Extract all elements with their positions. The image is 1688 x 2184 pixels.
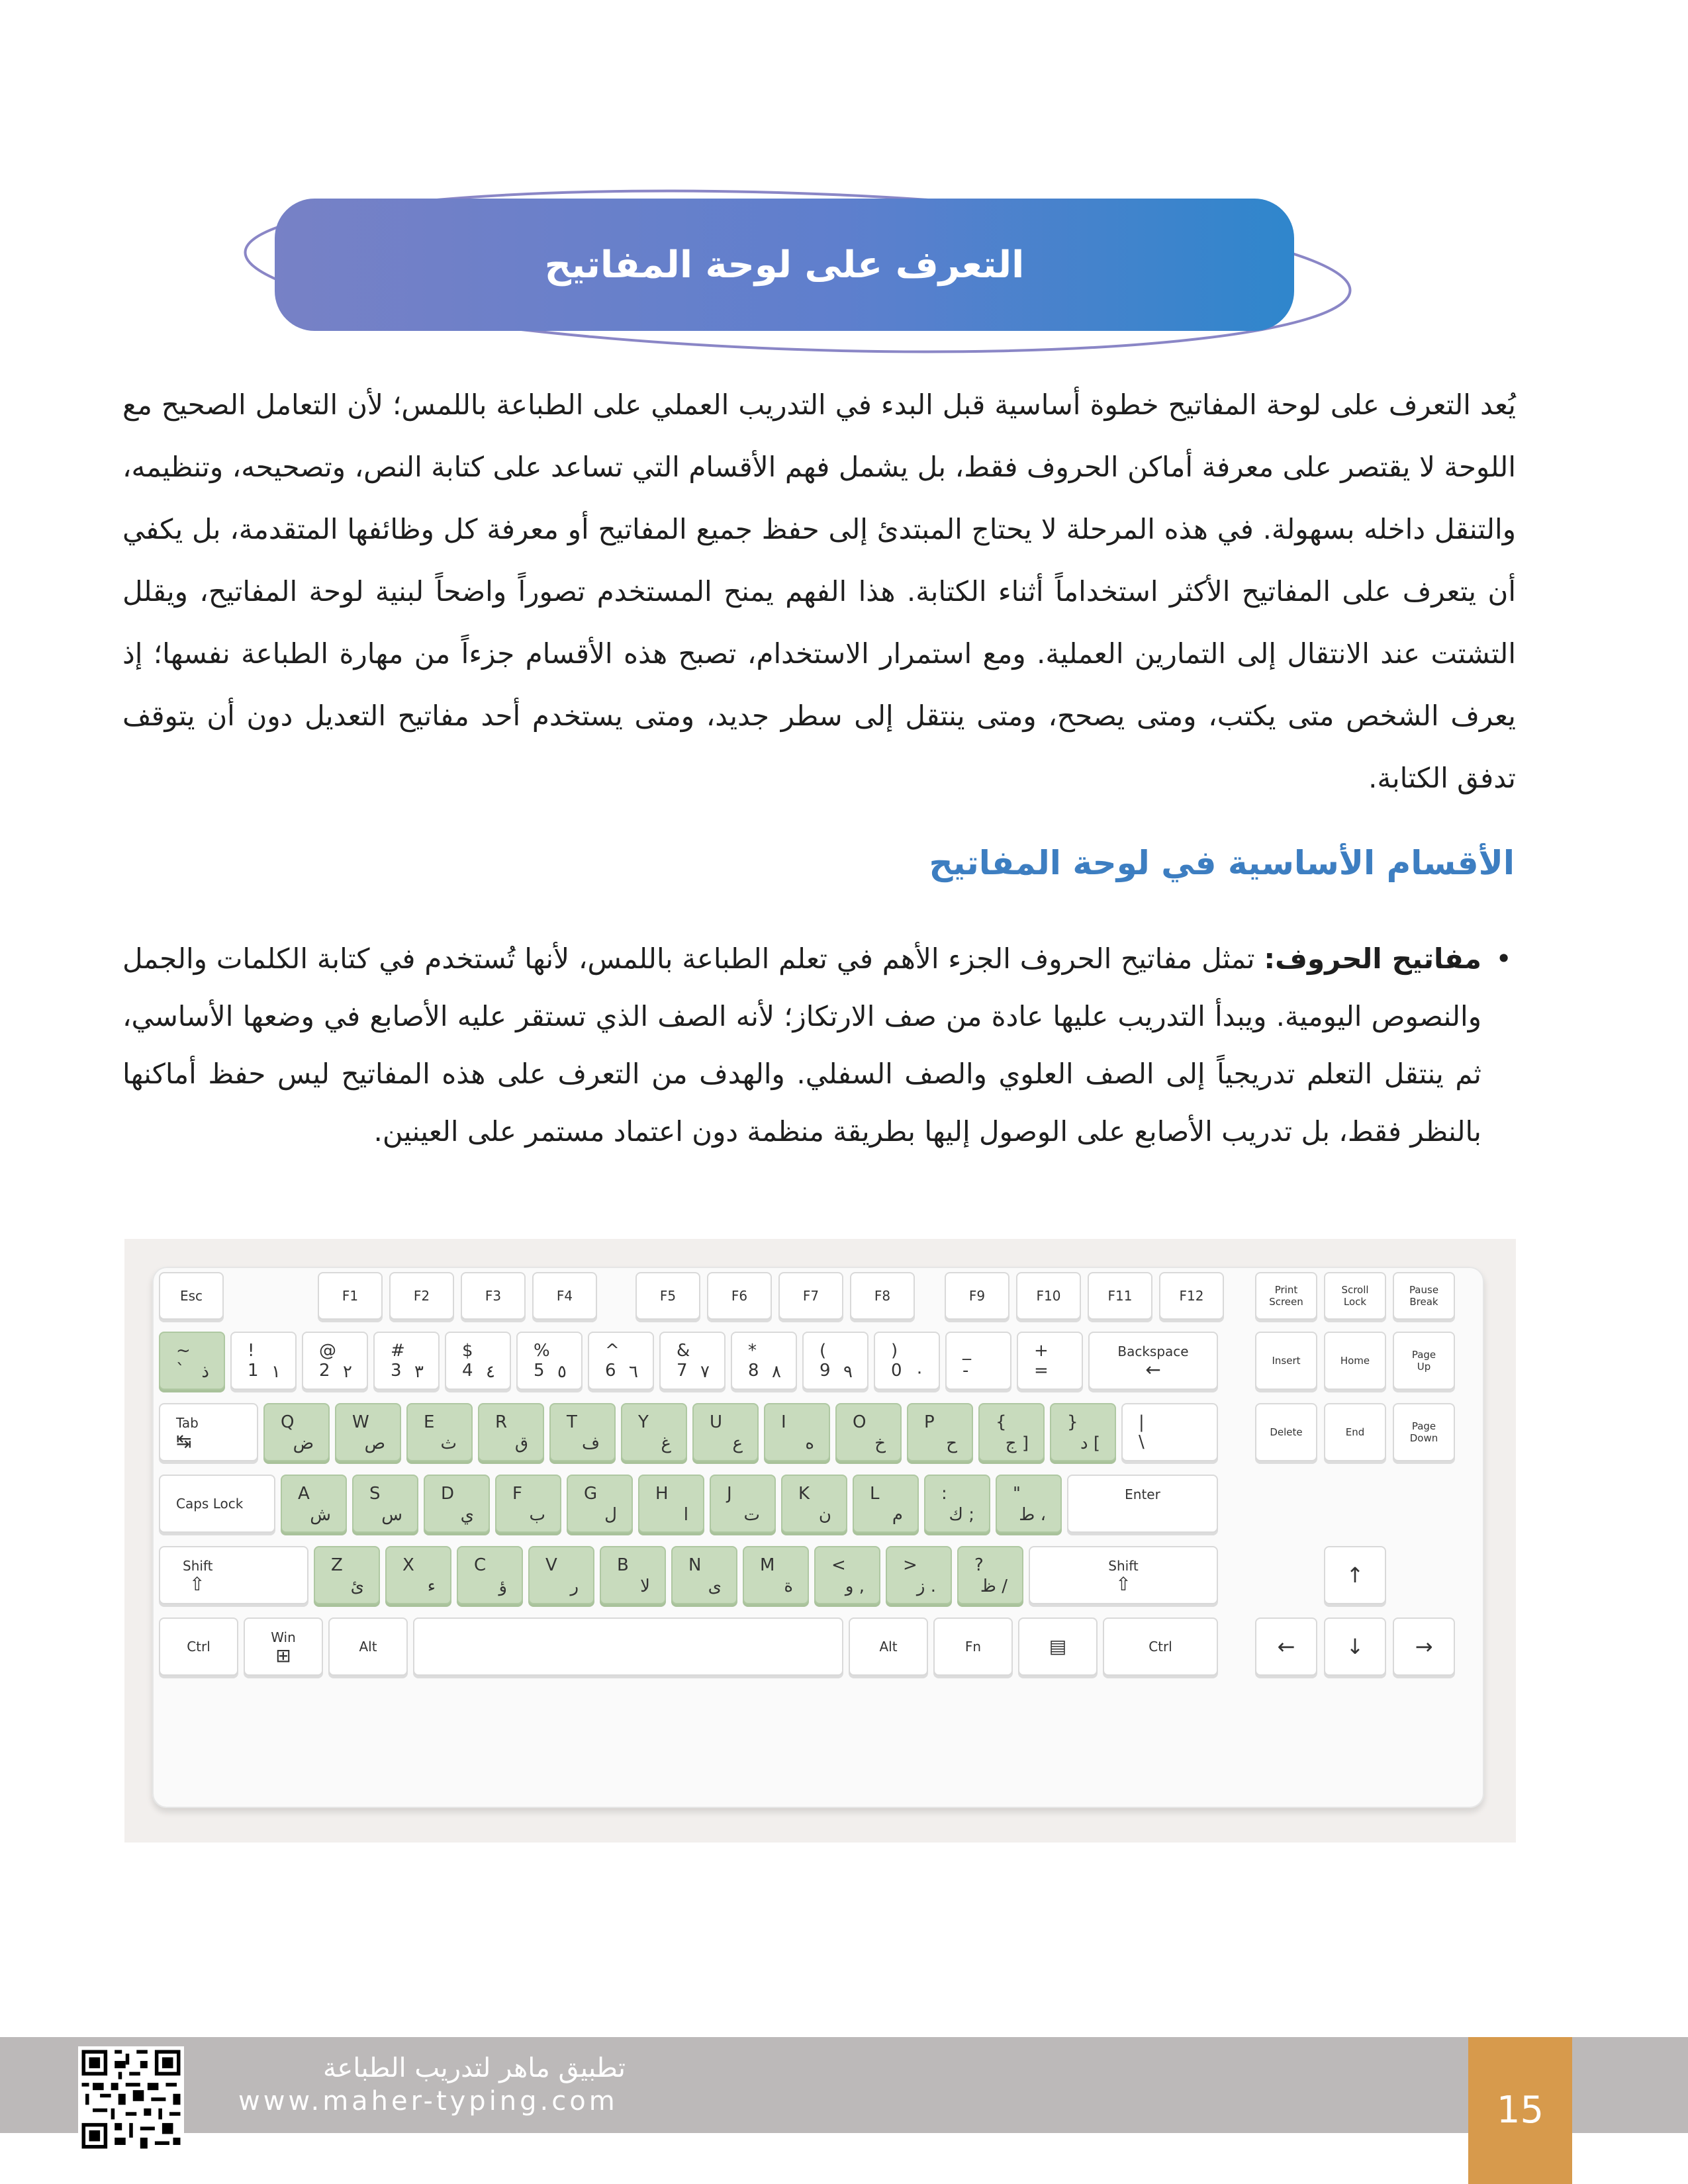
key-nav — [1393, 1332, 1455, 1390]
key-spacebar — [413, 1617, 843, 1676]
key-label: Print Screen — [1269, 1284, 1303, 1308]
key-win — [244, 1617, 323, 1676]
key-number — [159, 1332, 225, 1390]
shift-icon: ⇧ — [1115, 1573, 1131, 1595]
key-label: Fn — [964, 1639, 982, 1655]
key-latin-char: R — [495, 1412, 508, 1432]
key-f9 — [945, 1272, 1009, 1320]
footer-url: www.maher-typing.com — [238, 2086, 618, 2116]
key-letter — [528, 1546, 594, 1604]
key-ctrl-right — [1103, 1617, 1218, 1676]
bullet-list — [122, 930, 1516, 1160]
key-arabic-char: ؤ — [498, 1576, 507, 1596]
key-label: F1 — [342, 1288, 359, 1304]
key-arabic-char: ي — [460, 1505, 474, 1525]
key-number — [731, 1332, 797, 1390]
key-arabic-char: ع — [732, 1433, 743, 1453]
key-latin-char: 3 — [391, 1361, 402, 1381]
key-letter — [457, 1546, 523, 1604]
key-latin-char: Q — [281, 1412, 295, 1432]
key-letter — [567, 1475, 633, 1533]
key-letter — [263, 1403, 330, 1461]
key-shift-char: + — [1034, 1341, 1049, 1361]
key-arabic-char: ش — [310, 1505, 331, 1525]
title-pill — [275, 199, 1294, 331]
key-latin-char: 0 — [891, 1361, 902, 1381]
key-latin-char: A — [298, 1484, 310, 1504]
key-label: Page Up — [1411, 1349, 1436, 1373]
key-letter — [671, 1546, 737, 1604]
key-letter — [621, 1403, 687, 1461]
key-latin-char: 7 — [677, 1361, 688, 1381]
tab-icon: ↹ — [176, 1430, 192, 1452]
key-system — [1255, 1272, 1317, 1320]
key-system — [1324, 1272, 1386, 1320]
key-letter — [495, 1475, 561, 1533]
key-arabic-char: ه — [805, 1433, 814, 1453]
key-label: Esc — [179, 1288, 203, 1304]
key-arrow-right — [1393, 1617, 1455, 1676]
key-arabic-char: ز . — [916, 1576, 936, 1596]
key-label: Insert — [1272, 1355, 1301, 1367]
key-letter — [814, 1546, 880, 1604]
key-backspace — [1088, 1332, 1218, 1390]
backspace-arrow-icon: ← — [1145, 1359, 1161, 1381]
keyboard-illustration — [124, 1239, 1516, 1843]
key-number — [516, 1332, 583, 1390]
key-latin-char: { — [996, 1412, 1007, 1432]
key-latin-char: B — [617, 1555, 629, 1575]
key-tab — [159, 1403, 258, 1461]
key-letter — [743, 1546, 809, 1604]
key-number — [659, 1332, 726, 1390]
key-label: Home — [1340, 1355, 1370, 1367]
key-letter — [352, 1475, 418, 1533]
key-shift-char: ! — [248, 1341, 255, 1361]
key-arabic-char: ق — [514, 1433, 528, 1453]
key-arabic-char: س — [381, 1505, 402, 1525]
key-latin-char: < — [831, 1555, 846, 1575]
key-f4 — [532, 1272, 597, 1320]
key-latin-char: F — [512, 1484, 522, 1504]
key-caps-lock — [159, 1475, 275, 1533]
key-latin-char: D — [441, 1484, 455, 1504]
key-shift-char: % — [534, 1341, 550, 1361]
bullet-text: تمثل مفاتيح الحروف الجزء الأهم في تعلم الطباعة باللمس، لأنها تُستخدم في كتابة الكلمات والجمل والنصوص اليومية. ويبدأ التدريب عليها عادة من صف الارتكاز؛ لأنه الصف الذي تستقر عليه الأصابع في وضعها الأساسي، ثم ينتقل التعلم تدريجياً إلى الصف العلوي والصف السفلي. والهدف من التعرف على هذه المفاتيح ليس حفظ أماكنها بالنظر فقط، بل تدريب الأصابع على الوصول إليها بطريقة منظمة دون اعتماد مستمر على العينين. — [122, 942, 1481, 1148]
key-arabic-char: ط ، — [1019, 1505, 1046, 1525]
key-shift-char: | — [1139, 1412, 1145, 1432]
key-f3 — [461, 1272, 526, 1320]
key-f2 — [389, 1272, 454, 1320]
key-label: Alt — [879, 1639, 898, 1655]
key-label: Enter — [1125, 1486, 1160, 1502]
key-arabic-char: ١ — [271, 1362, 281, 1382]
key-f12 — [1159, 1272, 1224, 1320]
key-latin-char: 9 — [820, 1361, 831, 1381]
key-label: F12 — [1179, 1288, 1204, 1304]
key-arabic-char: ا — [683, 1505, 688, 1525]
key-arabic-char: ظ / — [980, 1576, 1008, 1596]
key-latin-char: M — [760, 1555, 775, 1575]
key-letter — [692, 1403, 759, 1461]
keyboard-body — [152, 1267, 1484, 1808]
list-item — [122, 930, 1516, 1160]
key-latin-char: 6 — [605, 1361, 616, 1381]
qr-code-icon — [78, 2046, 184, 2152]
key-shift-char: * — [748, 1341, 757, 1361]
key-latin-char: : — [941, 1484, 947, 1504]
key-latin-char: K — [798, 1484, 810, 1504]
key-f11 — [1088, 1272, 1152, 1320]
key-label: Ctrl — [187, 1639, 211, 1655]
key-shift-char: ~ — [176, 1341, 191, 1361]
key-shift-char: & — [677, 1341, 690, 1361]
page-number: 15 — [1496, 2089, 1544, 2132]
key-latin-char: T — [567, 1412, 577, 1432]
arrow-left-icon: ← — [1277, 1634, 1295, 1659]
key-latin-char: - — [962, 1361, 969, 1381]
key-alt-right — [849, 1617, 928, 1676]
key-f6 — [707, 1272, 772, 1320]
key-arabic-char: ٠ — [915, 1362, 924, 1382]
page-number-box — [1468, 2037, 1572, 2184]
footer-text — [238, 2052, 626, 2118]
key-shift-char: # — [391, 1341, 405, 1361]
footer-app-name: تطبيق ماهر لتدريب الطباعة — [322, 2053, 626, 2083]
key-label: F3 — [485, 1288, 502, 1304]
key-arabic-char: خ — [874, 1433, 886, 1453]
key-arrow-down — [1324, 1617, 1386, 1676]
key-latin-char: 2 — [319, 1361, 330, 1381]
key-latin-char: S — [369, 1484, 381, 1504]
qr-code — [78, 2046, 184, 2152]
key-number — [945, 1332, 1011, 1390]
key-arabic-char: ٢ — [343, 1362, 352, 1382]
key-arabic-char: ث — [440, 1433, 457, 1453]
key-label: Page Down — [1409, 1420, 1438, 1444]
key-arabic-char: ذ — [201, 1362, 209, 1382]
key-letter — [907, 1403, 973, 1461]
key-shift-right — [1029, 1546, 1218, 1604]
key-arabic-char: د [ — [1080, 1433, 1100, 1453]
key-latin-char: I — [781, 1412, 786, 1432]
key-nav — [1393, 1403, 1455, 1461]
key-arabic-char: ت — [743, 1505, 760, 1525]
key-arabic-char: ص — [364, 1433, 385, 1453]
key-letter — [549, 1403, 616, 1461]
key-latin-char: W — [352, 1412, 369, 1432]
key-letter — [924, 1475, 990, 1533]
key-arabic-char: ئ — [350, 1576, 364, 1596]
key-number — [874, 1332, 940, 1390]
key-nav — [1255, 1403, 1317, 1461]
key-label: Shift — [183, 1558, 213, 1574]
key-f7 — [778, 1272, 843, 1320]
arrow-right-icon: → — [1415, 1634, 1433, 1659]
key-arabic-char: ٦ — [629, 1362, 638, 1382]
key-latin-char: H — [655, 1484, 669, 1504]
key-latin-char: 8 — [748, 1361, 759, 1381]
key-label: F4 — [556, 1288, 573, 1304]
key-label: Win — [271, 1629, 296, 1645]
key-latin-char: C — [474, 1555, 487, 1575]
key-latin-char: G — [584, 1484, 598, 1504]
key-letter — [385, 1546, 451, 1604]
key-label: Ctrl — [1149, 1639, 1172, 1655]
key-latin-char: V — [545, 1555, 557, 1575]
key-latin-char: > — [903, 1555, 917, 1575]
key-label: F5 — [659, 1288, 677, 1304]
key-ctrl-left — [159, 1617, 238, 1676]
key-label: Tab — [176, 1415, 199, 1431]
key-latin-char: N — [688, 1555, 702, 1575]
key-shift-char: @ — [319, 1341, 336, 1361]
key-latin-char: 4 — [462, 1361, 473, 1381]
key-letter — [638, 1475, 704, 1533]
page-title: التعرف على لوحة المفاتيح — [544, 243, 1025, 287]
key-label: Scroll Lock — [1341, 1284, 1369, 1308]
key-shift-char: _ — [962, 1341, 971, 1361]
key-f8 — [850, 1272, 915, 1320]
bullet-term: مفاتيح الحروف: — [1264, 942, 1481, 975]
key-letter — [978, 1403, 1045, 1461]
key-latin-char: " — [1013, 1484, 1021, 1504]
key-f1 — [318, 1272, 383, 1320]
arrow-up-icon: ↑ — [1346, 1563, 1364, 1588]
key-latin-char: E — [424, 1412, 435, 1432]
key-letter — [406, 1403, 473, 1461]
key-arabic-char: لا — [640, 1576, 650, 1596]
key-letter — [764, 1403, 830, 1461]
key-letter — [281, 1475, 347, 1533]
key-arabic-char: غ — [661, 1433, 671, 1453]
key-latin-char: = — [1034, 1361, 1049, 1381]
key-latin-char: ? — [974, 1555, 984, 1575]
key-alt-left — [328, 1617, 408, 1676]
key-latin-char: \ — [1139, 1432, 1145, 1452]
title-banner — [235, 179, 1360, 357]
key-latin-char: J — [727, 1484, 732, 1504]
key-latin-char: U — [710, 1412, 723, 1432]
key-arabic-char: ن — [818, 1505, 831, 1525]
key-latin-char: L — [870, 1484, 880, 1504]
key-letter — [424, 1475, 490, 1533]
key-label: F2 — [413, 1288, 430, 1304]
key-number — [302, 1332, 368, 1390]
key-arabic-char: ك ; — [949, 1505, 974, 1525]
menu-icon: ▤ — [1049, 1635, 1067, 1657]
key-arrow-up — [1324, 1546, 1386, 1604]
key-letter — [1050, 1403, 1116, 1461]
key-arabic-char: ر — [570, 1576, 579, 1596]
key-nav — [1324, 1403, 1386, 1461]
key-label: Pause Break — [1409, 1284, 1439, 1308]
key-backslash — [1121, 1403, 1218, 1461]
key-label: F6 — [731, 1288, 748, 1304]
key-arabic-char: ح — [946, 1433, 957, 1453]
key-letter — [600, 1546, 666, 1604]
key-number — [230, 1332, 297, 1390]
key-arabic-char: ى — [708, 1576, 722, 1596]
key-number — [588, 1332, 654, 1390]
key-arabic-char: ة — [784, 1576, 793, 1596]
key-shift-left — [159, 1546, 308, 1604]
key-system — [1393, 1272, 1455, 1320]
key-arabic-char: ج ] — [1005, 1433, 1029, 1453]
key-arabic-char: ف — [582, 1433, 600, 1453]
key-number — [445, 1332, 511, 1390]
key-latin-char: Y — [638, 1412, 649, 1432]
key-menu — [1018, 1617, 1098, 1676]
key-letter — [710, 1475, 776, 1533]
key-label: F11 — [1107, 1288, 1133, 1304]
key-arabic-char: ء — [427, 1576, 436, 1596]
key-label: Delete — [1270, 1426, 1303, 1438]
key-letter — [314, 1546, 380, 1604]
arrow-down-icon: ↓ — [1346, 1634, 1364, 1659]
key-label: F10 — [1036, 1288, 1061, 1304]
key-latin-char: ` — [176, 1361, 185, 1381]
key-shift-char: ( — [820, 1341, 827, 1361]
key-label: Backspace — [1117, 1343, 1189, 1359]
key-latin-char: X — [402, 1555, 414, 1575]
key-letter — [335, 1403, 401, 1461]
key-arabic-char: ٤ — [486, 1362, 495, 1382]
key-letter — [835, 1403, 902, 1461]
key-latin-char: 5 — [534, 1361, 545, 1381]
key-arabic-char: ب — [529, 1505, 545, 1525]
key-latin-char: } — [1067, 1412, 1078, 1432]
key-arrow-left — [1255, 1617, 1317, 1676]
section-heading: الأقسام الأساسية في لوحة المفاتيح — [929, 844, 1515, 882]
key-label: F8 — [874, 1288, 891, 1304]
key-label: Alt — [359, 1639, 377, 1655]
key-nav — [1255, 1332, 1317, 1390]
intro-paragraph: يُعد التعرف على لوحة المفاتيح خطوة أساسية قبل البدء في التدريب العملي على الطباعة باللمس؛ لأن التعامل الصحيح مع اللوحة لا يقتصر على معرفة أماكن الحروف فقط، بل يشمل فهم الأقسام التي تساعد على كتابة النص، وتصحيحه، وتنظيمه، والتنقل داخله بسهولة. في هذه المرحلة لا يحتاج المبتدئ إلى حفظ جميع المفاتيح أو معرفة كل وظائفها المتقدمة، بل يكفي أن يتعرف على المفاتيح الأكثر استخداماً أثناء الكتابة. هذا الفهم يمنح المستخدم تصوراً واضحاً لبنية لوحة المفاتيح، ويقلل التشتت عند الانتقال إلى التمارين العملية. ومع استمرار الاستخدام، تصبح هذه الأقسام جزءاً من مهارة الطباعة نفسها؛ إذ يعرف الشخص متى يكتب، ومتى يصحح، ومتى ينتقل إلى سطر جديد، ومتى يستخدم أحد مفاتيح التعديل دون أن يتوقف تدفق الكتابة. — [122, 388, 1516, 794]
windows-icon: ⊞ — [275, 1645, 291, 1666]
key-f5 — [635, 1272, 700, 1320]
key-number — [373, 1332, 440, 1390]
key-arabic-char: ٩ — [843, 1362, 853, 1382]
key-label: End — [1345, 1426, 1365, 1438]
key-enter — [1067, 1475, 1218, 1533]
key-esc — [159, 1272, 224, 1320]
key-letter — [478, 1403, 544, 1461]
key-letter — [996, 1475, 1062, 1533]
key-shift-char: $ — [462, 1341, 473, 1361]
key-label: Shift — [1108, 1558, 1139, 1574]
key-label: F9 — [968, 1288, 986, 1304]
bullet-marker: • — [1495, 942, 1512, 975]
shift-icon: ⇧ — [189, 1573, 205, 1595]
key-number — [1017, 1332, 1083, 1390]
key-f10 — [1016, 1272, 1081, 1320]
key-label: F7 — [802, 1288, 820, 1304]
key-fn — [933, 1617, 1013, 1676]
key-letter — [886, 1546, 952, 1604]
key-arabic-char: ل — [604, 1505, 617, 1525]
key-letter — [781, 1475, 847, 1533]
key-latin-char: P — [924, 1412, 935, 1432]
key-arabic-char: ٧ — [700, 1362, 710, 1382]
key-label: Caps Lock — [176, 1496, 244, 1512]
key-letter — [957, 1546, 1023, 1604]
key-latin-char: 1 — [248, 1361, 259, 1381]
key-shift-char: ^ — [605, 1341, 620, 1361]
key-arabic-char: ٥ — [557, 1362, 567, 1382]
key-latin-char: Z — [331, 1555, 343, 1575]
key-latin-char: O — [853, 1412, 867, 1432]
key-arabic-char: ٣ — [414, 1362, 424, 1382]
key-arabic-char: م — [892, 1505, 903, 1525]
key-shift-char: ) — [891, 1341, 898, 1361]
key-arabic-char: ٨ — [772, 1362, 781, 1382]
key-nav — [1324, 1332, 1386, 1390]
key-arabic-char: و , — [845, 1576, 865, 1596]
key-arabic-char: ض — [293, 1433, 314, 1453]
key-number — [802, 1332, 868, 1390]
key-letter — [853, 1475, 919, 1533]
